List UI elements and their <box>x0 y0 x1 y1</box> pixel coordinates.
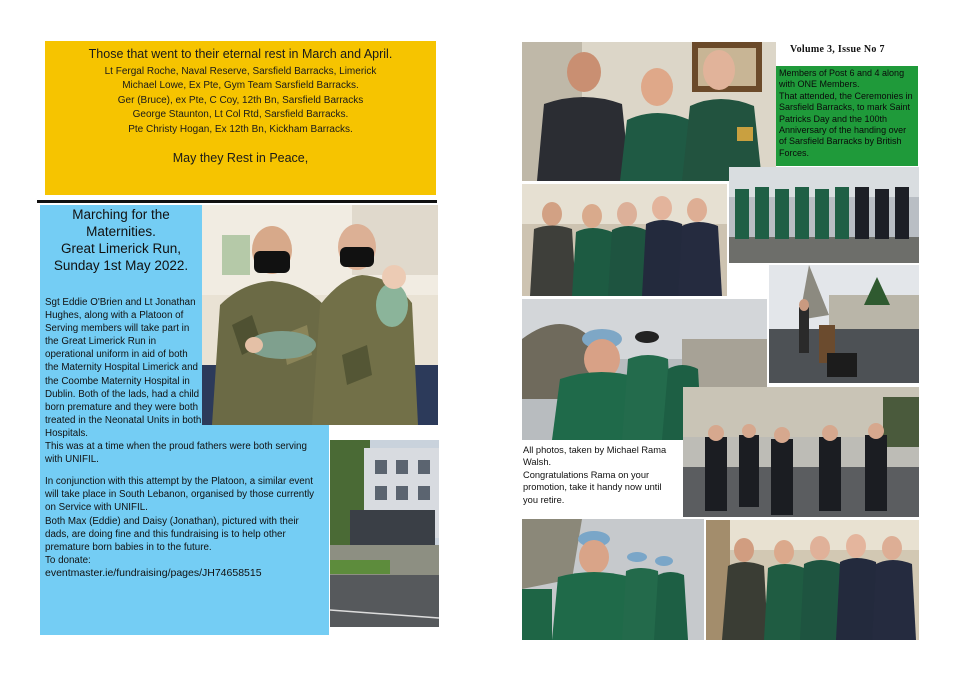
congratulations-note: Congratulations Rama on your promotion, take it handy now until you retire. <box>523 469 662 505</box>
soldiers-with-babies-photo <box>202 205 438 425</box>
rest-in-peace-line: May they Rest in Peace, <box>172 151 309 166</box>
rest-name-line: Pte Christy Hogan, Ex 12th Bn, Kickham Barracks. <box>128 123 353 135</box>
marching-article-title <box>40 206 202 274</box>
eternal-rest-notice <box>45 41 436 195</box>
veterans-group-photo <box>522 42 776 181</box>
rest-name-line: Michael Lowe, Ex Pte, Gym Team Sarsfield Barracks. <box>122 80 359 92</box>
berets-closeup-photo <box>522 519 704 640</box>
speaker-podium-photo <box>769 265 919 383</box>
article-paragraph: Sgt Eddie O'Brien and Lt Jonathan Hughes, along with a Platoon of Serving members will take part in the Great Limerick Run in operational uniform in aid of both the Maternity Hospital Limerick and the Coombe Maternity Hospital in Dublin. Both of the lads, had a child born premature and they were both treated in the Neonatal Units in both Hospitals. <box>45 297 202 439</box>
members-indoor-group-photo <box>706 520 919 640</box>
photo-credit-caption <box>523 444 679 506</box>
title-line: Great Limerick Run, <box>60 241 182 256</box>
barracks-building-photo <box>330 440 439 627</box>
article-paragraph: This was at a time when the proud fathers were both serving with UNIFIL. <box>45 441 307 466</box>
article-paragraph: Both Max (Eddie) and Daisy (Jonathan), pictured with their dads, are doing fine and this fundraising is to help other premature born babies in to the future. <box>45 515 299 553</box>
section-divider <box>37 200 437 203</box>
issue-number: Volume 3, Issue No 7 <box>790 44 885 55</box>
parade-line-photo <box>729 167 919 263</box>
eternal-rest-names <box>45 65 436 137</box>
members-indoor-photo <box>522 184 727 296</box>
caption-line: That attended, the Ceremonies in Sarsfield Barracks, to mark Saint Patricks Day and the 100th Anniversary of the handing over of Sarsfield Barracks by British Forces. <box>779 90 913 158</box>
donate-link[interactable]: eventmaster.ie/fundraising/pages/JH74658515 <box>45 566 262 579</box>
title-line: Marching for the <box>72 207 170 222</box>
donate-label: To donate: <box>45 554 91 566</box>
title-line: Maternities. <box>86 224 156 239</box>
article-paragraph: In conjunction with this attempt by the Platoon, a similar event will take place in South Lebanon, organised by those currently on Service with UNIFIL. <box>45 476 315 514</box>
officers-parade-photo <box>683 387 919 517</box>
rest-name-line: Ger (Bruce), ex Pte, C Coy, 12th Bn, Sarsfield Barracks <box>117 94 364 106</box>
caption-line: Members of Post 6 and 4 along with ONE Members. <box>779 68 905 90</box>
title-line: Sunday 1st May 2022. <box>53 258 189 273</box>
photo-credit: All photos, taken by Michael Rama Walsh. <box>523 445 667 468</box>
eternal-rest-title: Those that went to their eternal rest in March and April. <box>88 47 393 61</box>
ceremony-caption-box <box>776 66 918 166</box>
rest-name-line: George Staunton, Lt Col Rtd, Sarsfield Barracks. <box>132 109 349 121</box>
rest-name-line: Lt Fergal Roche, Naval Reserve, Sarsfield Barracks, Limerick <box>104 66 377 77</box>
